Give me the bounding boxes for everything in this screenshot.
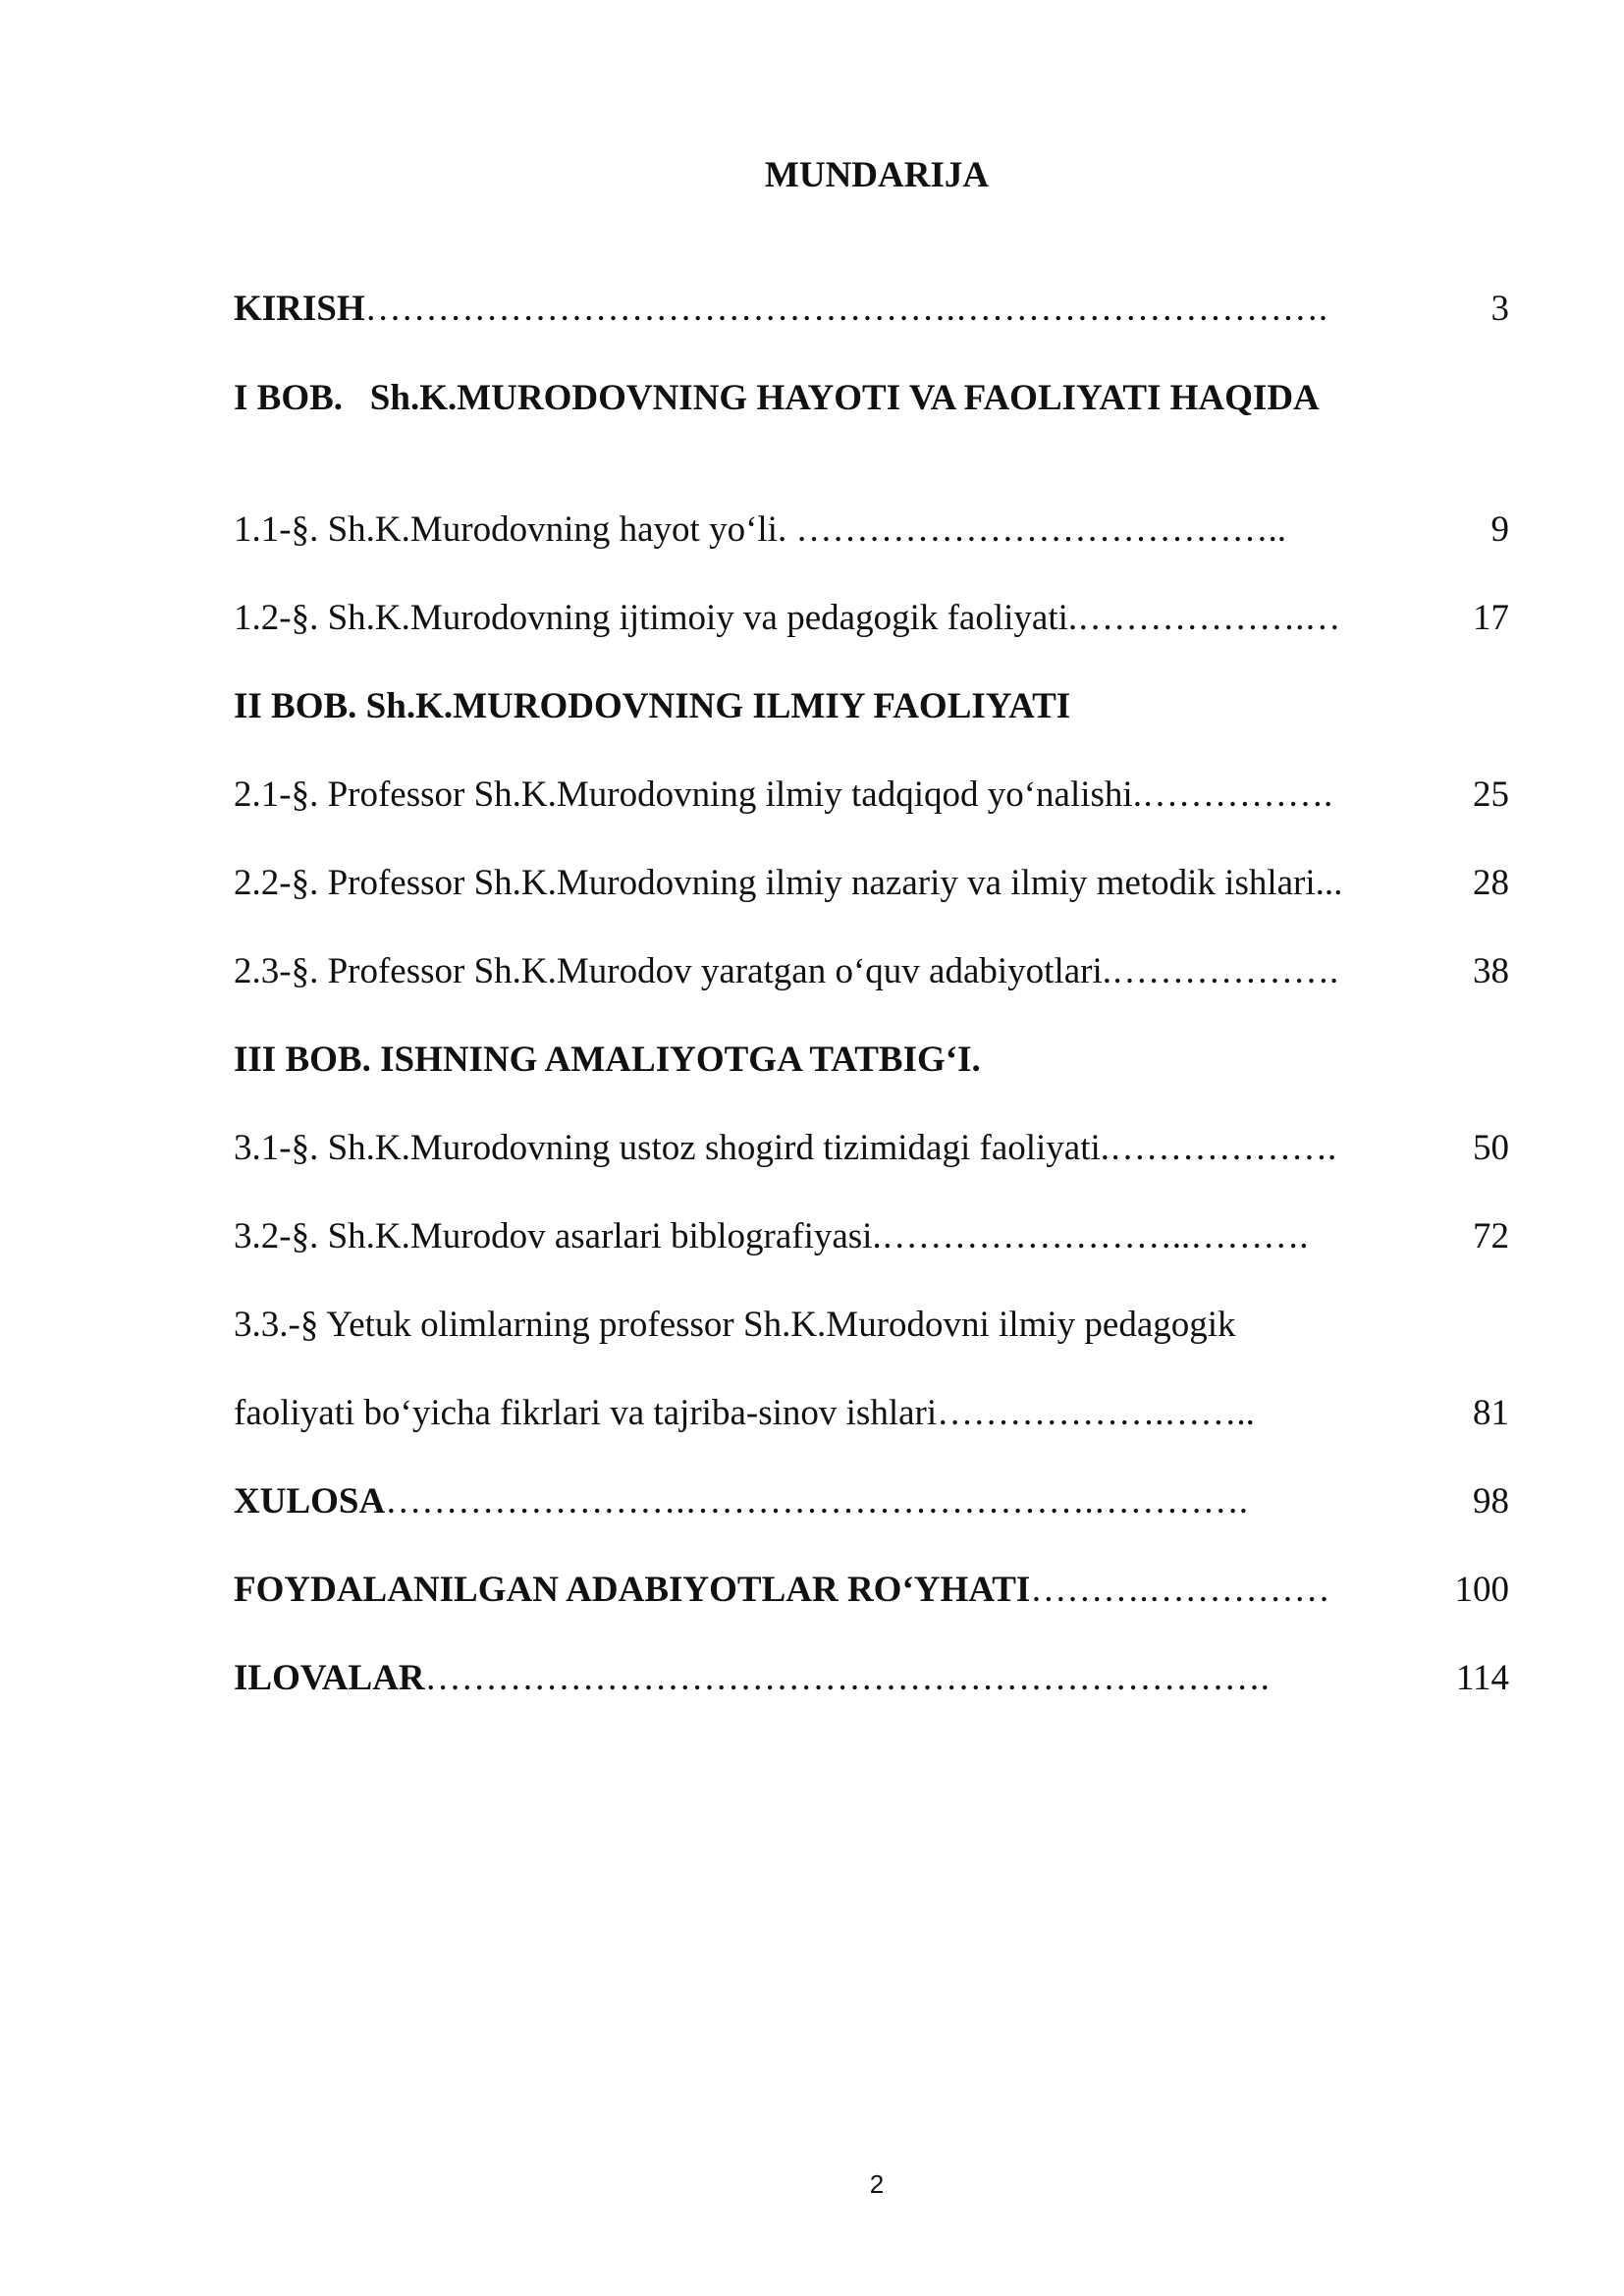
chapter-heading: I BOB. Sh.K.MURODOVNING HAYOTI VA FAOLIYATI HAQIDA [234,378,1320,418]
toc-leader: …………………….…………………………….…………. [385,1481,1248,1522]
toc-entry-ilovalar[interactable] [234,1657,1624,1700]
chapter-heading: III BOB. ISHNING AMALIYOTGA TATBIG‘I. [234,1040,981,1080]
toc-entry-2-2[interactable] [234,862,1624,905]
toc-leader: ……….…………… [1030,1570,1330,1610]
toc-entry-title: 3.2-§. Sh.K.Murodov asarlari biblografiyasi.……………………..………. [234,1216,1309,1256]
toc-chapter-3[interactable] [234,1039,1624,1082]
toc-leader: ………………………………………….…………………………. [364,289,1328,329]
toc-leader: ……………….…….. [937,1393,1255,1433]
toc-leader: ………………. [1111,951,1339,991]
toc-leader: ……………. [1141,774,1333,815]
toc-page-number: 81 [1473,1393,1509,1433]
toc-entry-1-2[interactable] [234,597,1624,640]
toc-entry-xulosa[interactable] [234,1480,1624,1523]
toc-entry-3-3-continued[interactable] [234,1392,1624,1435]
toc-leader: ……………………………………………………………. [424,1658,1270,1698]
toc-page-number: 3 [1490,289,1509,329]
toc-entry-kirish[interactable] [234,288,1624,331]
toc-entry-1-1[interactable] [234,508,1624,552]
toc-chapter-2[interactable] [234,685,1624,728]
toc-entry-title: 3.3.-§ Yetuk olimlarning professor Sh.K.Murodovni ilmiy pedagogik [234,1305,1236,1345]
toc-entry-3-3[interactable] [234,1304,1624,1347]
toc-entry-title: 2.1-§. Professor Sh.K.Murodovning ilmiy tadqiqod yo‘nalishi.……………. [234,774,1333,815]
toc-leader: ………………………………….. [795,509,1286,550]
toc-entry-3-1[interactable] [234,1127,1624,1170]
toc-entry-title: 1.1-§. Sh.K.Murodovning hayot yo‘li. ………………………………….. [234,509,1286,550]
chapter-heading: II BOB. Sh.K.MURODOVNING ILMIY FAOLIYATI [234,686,1071,726]
page-title: MUNDARIJA [764,155,990,195]
toc-entry-2-1[interactable] [234,774,1624,817]
toc-entry-title: FOYDALANILGAN ADABIYOTLAR RO‘YHATI……….…………… [234,1570,1330,1610]
toc-page-number: 98 [1473,1481,1509,1522]
toc-entry-title: 3.1-§. Sh.K.Murodovning ustoz shogird tizimidagi faoliyati.………………. [234,1128,1337,1168]
toc-entry-title: faoliyati bo‘yicha fikrlari va tajriba-sinov ishlari……………….…….. [234,1393,1255,1433]
toc-page-number: 38 [1473,951,1509,991]
toc-entry-2-3[interactable] [234,950,1624,993]
toc-leader: ……………….… [1077,598,1341,638]
toc-leader: ……………………..………. [881,1216,1309,1256]
toc-page-number: 25 [1473,774,1509,815]
toc-entry-title: 2.3-§. Professor Sh.K.Murodov yaratgan o‘quv adabiyotlari.………………. [234,951,1339,991]
toc-page-number: 114 [1455,1658,1509,1698]
toc-page-number: 17 [1473,598,1509,638]
toc-entry-title: ILOVALAR……………………………………………………………. [234,1658,1270,1698]
toc-entry-title: XULOSA…………………….…………………………….…………. [234,1481,1248,1522]
toc-page-number: 50 [1473,1128,1509,1168]
toc-page-number: 9 [1490,509,1509,550]
toc-page-number: 72 [1473,1216,1509,1256]
toc-page-number: 100 [1454,1570,1509,1610]
toc-leader: ………………. [1110,1128,1337,1168]
toc-entry-3-2[interactable] [234,1215,1624,1258]
toc-entry-adabiyotlar[interactable] [234,1569,1624,1612]
page-footer-number: 2 [869,2169,885,2199]
toc-page-number: 28 [1473,863,1509,903]
toc-entry-title: 1.2-§. Sh.K.Murodovning ijtimoiy va pedagogik faoliyati.……………….… [234,598,1341,638]
toc-entry-title: KIRISH………………………………………….…………………………. [234,289,1328,329]
toc-chapter-1[interactable] [234,377,1624,420]
toc-entry-title: 2.2-§. Professor Sh.K.Murodovning ilmiy nazariy va ilmiy metodik ishlari... [234,863,1343,903]
